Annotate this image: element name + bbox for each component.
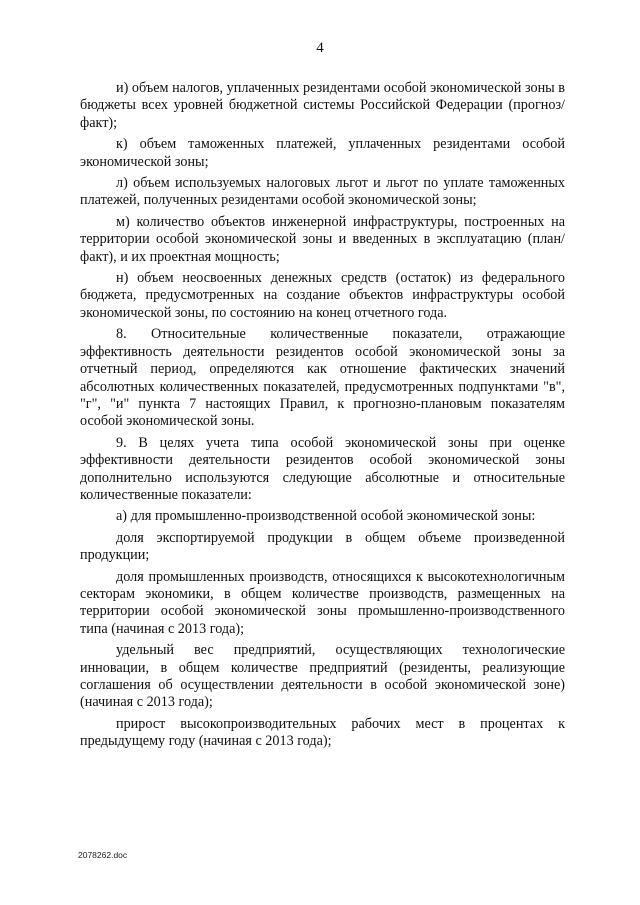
paragraph-9a: а) для промышленно-производственной особой экономической зоны: <box>116 508 536 525</box>
page-number: 4 <box>316 40 324 56</box>
paragraph-k: к) объем таможенных платежей, уплаченных резидентами особой экономической зоны; <box>80 136 565 170</box>
paragraph-n: н) объем неосвоенных денежных средств (остаток) из федерального бюджета, предусмотренных на создание объектов инфраструктуры особой экономической зоны, по состоянию на конец отчетного года. <box>80 270 565 321</box>
document-body <box>80 80 565 755</box>
paragraph-hightech-share: доля промышленных производств, относящихся к высокотехнологичным секторам экономики, в общем количестве производств, размещенных на территории особой экономической зоны промышленно-производственного типа (начиная с 2013 года); <box>80 568 565 637</box>
paragraph-export-share: доля экспортируемой продукции в общем объеме произведенной продукции; <box>80 529 565 564</box>
paragraph-m: м) количество объектов инженерной инфраструктуры, построенных на территории особой экономической зоны и введенных в эксплуатацию (план/факт), и их проектная мощность; <box>80 213 565 265</box>
paragraph-9: 9. В целях учета типа особой экономической зоны при оценке эффективности деятельности резидентов особой экономической зоны дополнительно используются следующие абсолютные и относительные количественные показатели: <box>80 434 565 503</box>
paragraph-innovation-share: удельный вес предприятий, осуществляющих технологические инновации, в общем количестве предприятий (резиденты, реализующие соглашения об осуществлении деятельности в особой экономической зоне) (начиная с 2013 года); <box>80 642 565 711</box>
file-name-footer: 2078262.doc <box>78 850 128 860</box>
paragraph-i: и) объем налогов, уплаченных резидентами особой экономической зоны в бюджеты всех уровней бюджетной системы Российской Федерации (прогноз/факт); <box>80 80 565 131</box>
paragraph-l: л) объем используемых налоговых льгот и льгот по уплате таможенных платежей, полученных резидентами особой экономической зоны; <box>80 175 565 209</box>
paragraph-jobs-growth: прирост высокопроизводительных рабочих мест в процентах к предыдущему году (начиная с 2013 года); <box>80 715 565 750</box>
paragraph-8: 8. Относительные количественные показатели, отражающие эффективность деятельности резидентов особой экономической зоны за отчетный период, определяются как отношение фактических значений абсолютных количественных показателей, предусмотренных подпунктами "в", "г", "и" пункта 7 настоящих Правил, к прогнозно-плановым показателям особой экономической зоны. <box>80 326 565 430</box>
